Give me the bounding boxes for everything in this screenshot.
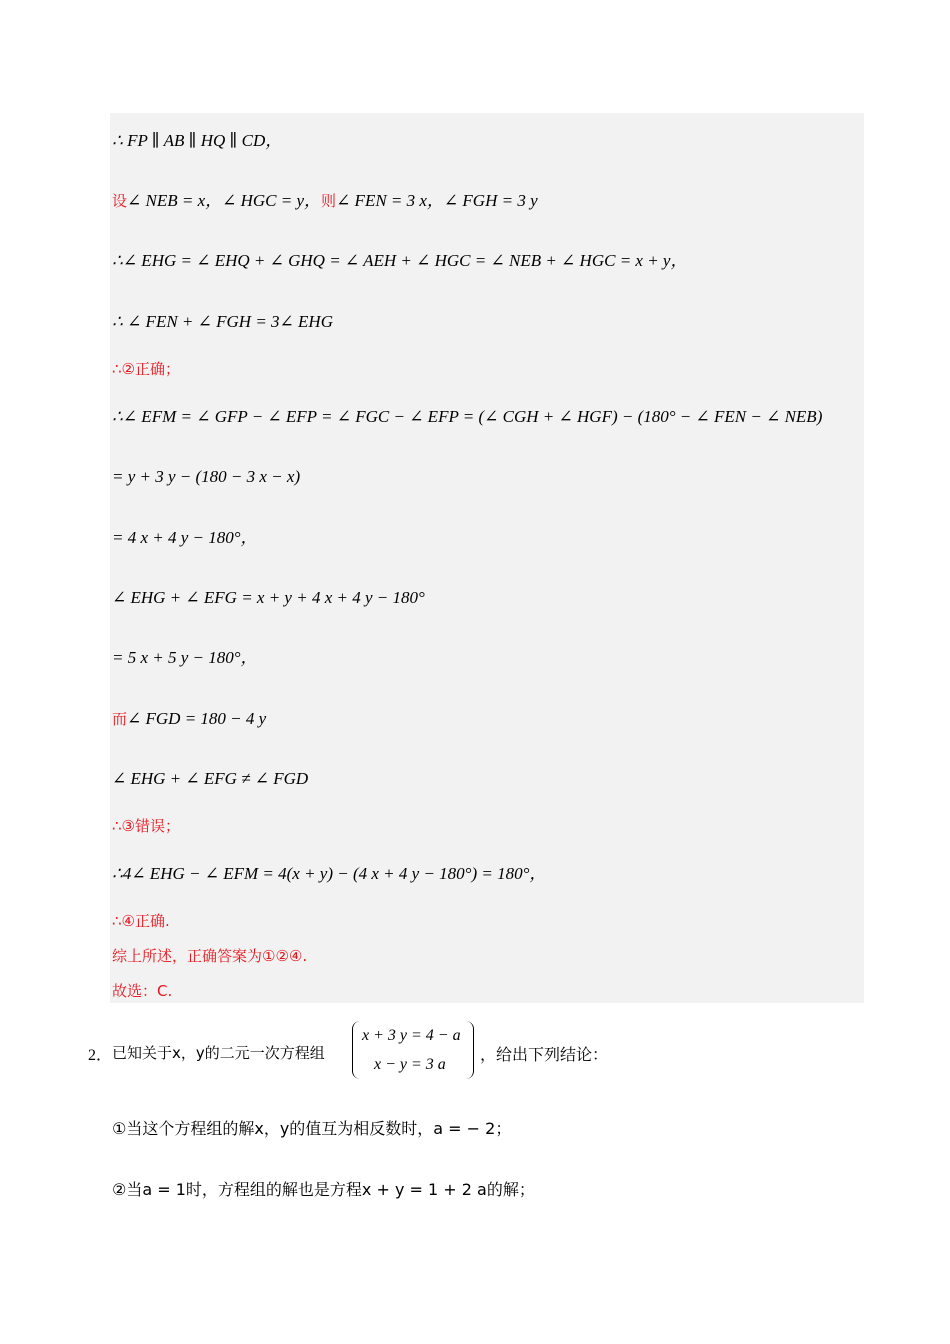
solution-line-1: ∴ FP ∥ AB ∥ HQ ∥ CD， <box>112 131 283 150</box>
solution-line-7: = y + 3 y − (180 − 3 x − x) <box>112 467 301 486</box>
solution-line-8: = 4 x + 4 y − 180°， <box>112 528 258 547</box>
solution-line-11: 而∠ FGD = 180 − 4 y <box>112 709 267 728</box>
solution-line-2: 设∠ NEB = x，∠ HGC = y，则∠ FEN = 3 x，∠ FGH = 3 y <box>112 191 538 210</box>
equation-system <box>352 1019 474 1081</box>
solution-line-9: ∠ EHG + ∠ EFG = x + y + 4 x + 4 y − 180° <box>112 588 425 607</box>
set-word: 设 <box>112 192 128 210</box>
solution-line-10: = 5 x + 5 y − 180°， <box>112 648 258 667</box>
question-tail: ，给出下列结论： <box>480 1045 609 1064</box>
left-brace <box>352 1021 361 1079</box>
question-intro: 已知关于x，y的二元一次方程组 <box>112 1044 325 1062</box>
solution-conclusion-3: ∴③错误； <box>112 817 180 835</box>
option-2: ②当a = 1时，方程组的解也是方程x + y = 1 + 2 a的解； <box>112 1180 535 1199</box>
solution-line-3: ∴∠ EHG = ∠ EHQ + ∠ GHQ = ∠ AEH + ∠ HGC = ∠ NEB + ∠ HGC = x + y， <box>112 251 688 270</box>
solution-summary: 综上所述，正确答案为①②④. <box>112 947 308 965</box>
then-word: 则 <box>321 192 337 210</box>
solution-line-12: ∠ EHG + ∠ EFG ≠ ∠ FGD <box>112 769 309 788</box>
option-1: ①当这个方程组的解x，y的值互为相反数时，a = − 2； <box>112 1119 512 1138</box>
right-brace <box>465 1021 474 1079</box>
equation-1: x + 3 y = 4 − a <box>362 1027 461 1044</box>
solution-conclusion-4: ∴④正确. <box>112 912 170 930</box>
question-number: 2． <box>88 1047 113 1064</box>
solution-conclusion-2: ∴②正确； <box>112 360 180 378</box>
solution-line-4: ∴ ∠ FEN + ∠ FGH = 3∠ EHG <box>112 312 333 331</box>
solution-line-6: ∴∠ EFM = ∠ GFP − ∠ EFP = ∠ FGC − ∠ EFP = (∠ CGH + ∠ HGF) − (180° − ∠ FEN − ∠ NEB) <box>112 407 823 426</box>
solution-line-14: ∴4∠ EHG − ∠ EFM = 4(x + y) − (4 x + 4 y − 180°) = 180°， <box>112 864 547 883</box>
equation-2: x − y = 3 a <box>374 1056 446 1073</box>
solution-answer: 故选：C. <box>112 982 173 1000</box>
